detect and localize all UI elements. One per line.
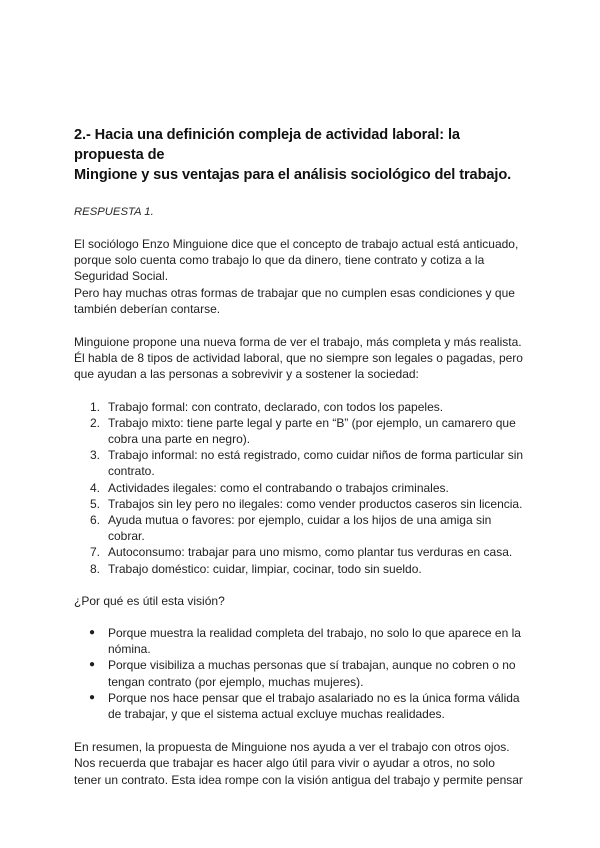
list-item-text: Ayuda mutua o favores: por ejemplo, cuidar a los hijos de una amiga sin (108, 513, 492, 528)
list-item-text: Trabajo mixto: tiene parte legal y parte en “B” (por ejemplo, un camarero que (108, 415, 516, 430)
list-item (74, 690, 526, 722)
paragraph-line: En resumen, la propuesta de Minguione nos ayuda a ver el trabajo con otros ojos. (74, 740, 510, 755)
list-number: 2. (90, 415, 101, 430)
list-item (74, 399, 526, 415)
list-item (74, 544, 526, 560)
list-number: 5. (90, 496, 101, 511)
list-item-text: Porque muestra la realidad completa del trabajo, no solo lo que aparece en la (108, 626, 521, 641)
question-heading: ¿Por qué es útil esta visión? (74, 593, 225, 608)
paragraph-summary (74, 739, 526, 788)
paragraph-proposal (74, 334, 526, 383)
list-item (74, 625, 526, 657)
paragraph-line: que ayudan a las personas a sobrevivir y a sostener la sociedad: (74, 367, 419, 382)
section-title (74, 125, 526, 185)
list-item-text: Trabajo informal: no está registrado, como cuidar niños de forma particular sin (108, 448, 524, 463)
paragraph-line: Seguridad Social. (74, 269, 169, 284)
list-number: 6. (90, 513, 101, 528)
list-item-text: Porque nos hace pensar que el trabajo asalariado no es la única forma válida (108, 690, 520, 705)
list-item-text: Actividades ilegales: como el contrabando o trabajos criminales. (108, 480, 449, 495)
list-number: 1. (90, 399, 101, 414)
list-item-text: nómina. (108, 642, 151, 657)
list-item-text: cobra una parte en negro). (108, 432, 251, 447)
title-line-2: Mingione y sus ventajas para el análisis sociológico del trabajo. (74, 167, 512, 183)
paragraph-line: Nos recuerda que trabajar es hacer algo útil para vivir o ayudar a otros, no solo (74, 756, 495, 771)
answer-label: RESPUESTA 1. (74, 206, 154, 218)
list-item (74, 447, 526, 479)
list-item-text: Trabajo formal: con contrato, declarado, con todos los papeles. (108, 399, 444, 414)
list-item (74, 415, 526, 447)
bullet-icon: ● (89, 691, 96, 703)
list-item (74, 561, 526, 577)
list-item (74, 512, 526, 544)
list-item-text: tengan contrato (por ejemplo, muchas mujeres). (108, 674, 364, 689)
list-number: 3. (90, 448, 101, 463)
paragraph-line: El sociólogo Enzo Minguione dice que el concepto de trabajo actual está anticuado, (74, 237, 519, 251)
activity-types-list (74, 399, 526, 577)
list-item-text: Porque visibiliza a muchas personas que sí trabajan, aunque no cobren o no (108, 658, 516, 673)
paragraph-line: tener un contrato. Esta idea rompe con la visión antigua del trabajo y permite pensar (74, 772, 523, 787)
bullet-icon: ● (89, 627, 96, 639)
title-line-1: 2.- Hacia una definición compleja de actividad laboral: la propuesta de (74, 127, 460, 163)
paragraph-line: Minguione propone una nueva forma de ver el trabajo, más completa y más realista. (74, 335, 522, 350)
bullet-icon: ● (89, 659, 96, 671)
list-item-text: Trabajos sin ley pero no ilegales: como vender productos caseros sin licencia. (108, 496, 523, 511)
list-number: 7. (90, 545, 101, 560)
document-content (74, 125, 526, 788)
list-number: 4. (90, 480, 101, 495)
list-item-text: cobrar. (108, 529, 145, 544)
list-item (74, 657, 526, 689)
list-item (74, 480, 526, 496)
paragraph-line: Pero hay muchas otras formas de trabajar que no cumplen esas condiciones y que (74, 285, 515, 300)
benefits-list (74, 625, 526, 722)
list-number: 8. (90, 561, 101, 576)
paragraph-line: también deberían contarse. (74, 301, 221, 316)
list-item (74, 496, 526, 512)
list-item-text: Trabajo doméstico: cuidar, limpiar, cocinar, todo sin sueldo. (108, 561, 422, 576)
paragraph-line: porque solo cuenta como trabajo lo que da dinero, tiene contrato y cotiza a la (74, 253, 485, 268)
paragraph-line: Él habla de 8 tipos de actividad laboral, que no siempre son legales o pagadas, pero (74, 351, 523, 366)
list-item-text: contrato. (108, 464, 155, 479)
list-item-text: Autoconsumo: trabajar para uno mismo, como plantar tus verduras en casa. (108, 545, 513, 560)
paragraph-intro (74, 236, 526, 317)
list-item-text: de trabajar, y que el sistema actual excluye muchas realidades. (108, 707, 445, 722)
